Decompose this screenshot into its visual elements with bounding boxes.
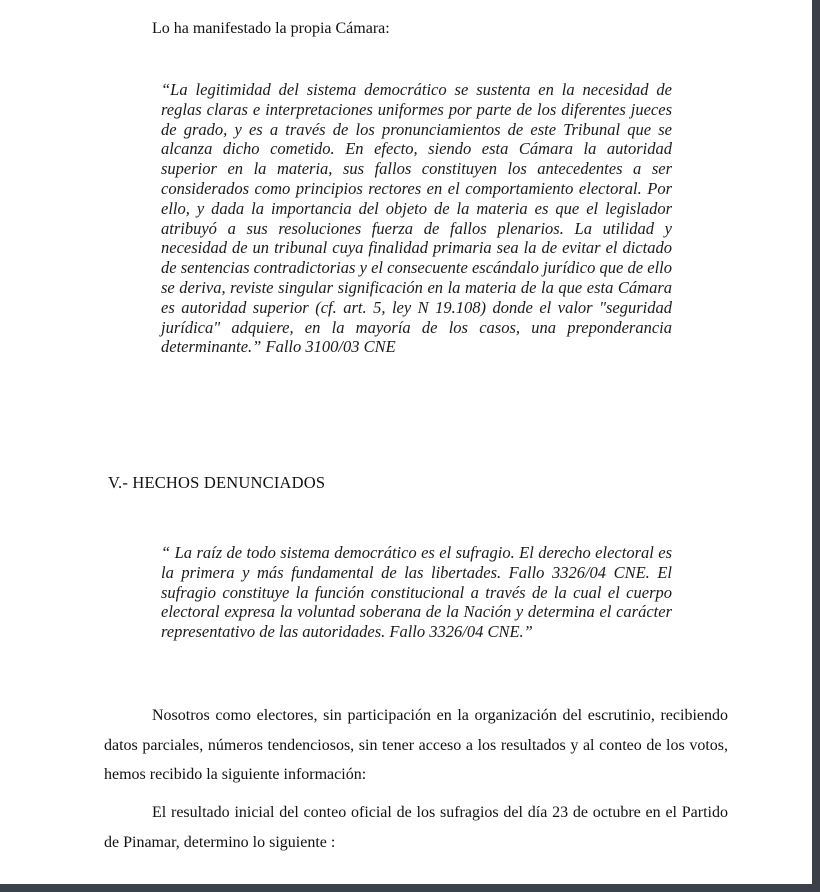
- body-paragraph-resultado: El resultado inicial del conteo oficial de los sufragios del día 23 de octubre en el Partido de Pinamar, determino lo siguiente :: [104, 804, 728, 851]
- intro-text: Lo ha manifestado la propia Cámara:: [152, 20, 390, 37]
- viewer-background-bottom: [0, 884, 820, 892]
- section-heading: V.- HECHOS DENUNCIADOS: [108, 473, 326, 492]
- block-quote-sufragio: “ La raíz de todo sistema democrático es el sufragio. El derecho electoral es la primera y más fundamental de las libertades. Fallo 3326/04 CNE. El sufragio constituye la función constitucional a través de la cual el cuerpo electoral expresa la voluntad soberana de la Nación y determina el carácter representativo de las autoridades. Fallo 3326/04 CNE.”: [161, 543, 672, 642]
- body-paragraph-electores: Nosotros como electores, sin participación en la organización del escrutinio, recibiendo datos parciales, números tendenciosos, sin tener acceso a los resultados y al conteo de los votos, hemos recibido la siguiente información:: [104, 707, 728, 783]
- block-quote-camara: “La legitimidad del sistema democrático se sustenta en la necesidad de reglas claras e interpretaciones uniformes por parte de los diferentes jueces de grado, y es a través de los pronunciamientos de este Tribunal que se alcanza dicho cometido. En efecto, siendo esta Cámara la autoridad superior en la materia, sus fallos constituyen los antecedentes a ser considerados como principios rectores en el comportamiento electoral. Por ello, y dada la importancia del objeto de la materia es que el legislador atribuyó a sus resoluciones fuerza de fallos plenarios. La utilidad y necesidad de un tribunal cuya finalidad primaria sea la de evitar el dictado de sentencias contradictorias y el consecuente escándalo jurídico que de ello se deriva, reviste singular significación en la materia de la que esta Cámara es autoridad superior (cf. art. 5, ley N 19.108) donde el valor "seguridad jurídica" adquiere, en la mayoría de los casos, una preponderancia determinante.” Fallo 3100/03 CNE: [161, 80, 672, 357]
- viewer-background-right: [812, 0, 820, 892]
